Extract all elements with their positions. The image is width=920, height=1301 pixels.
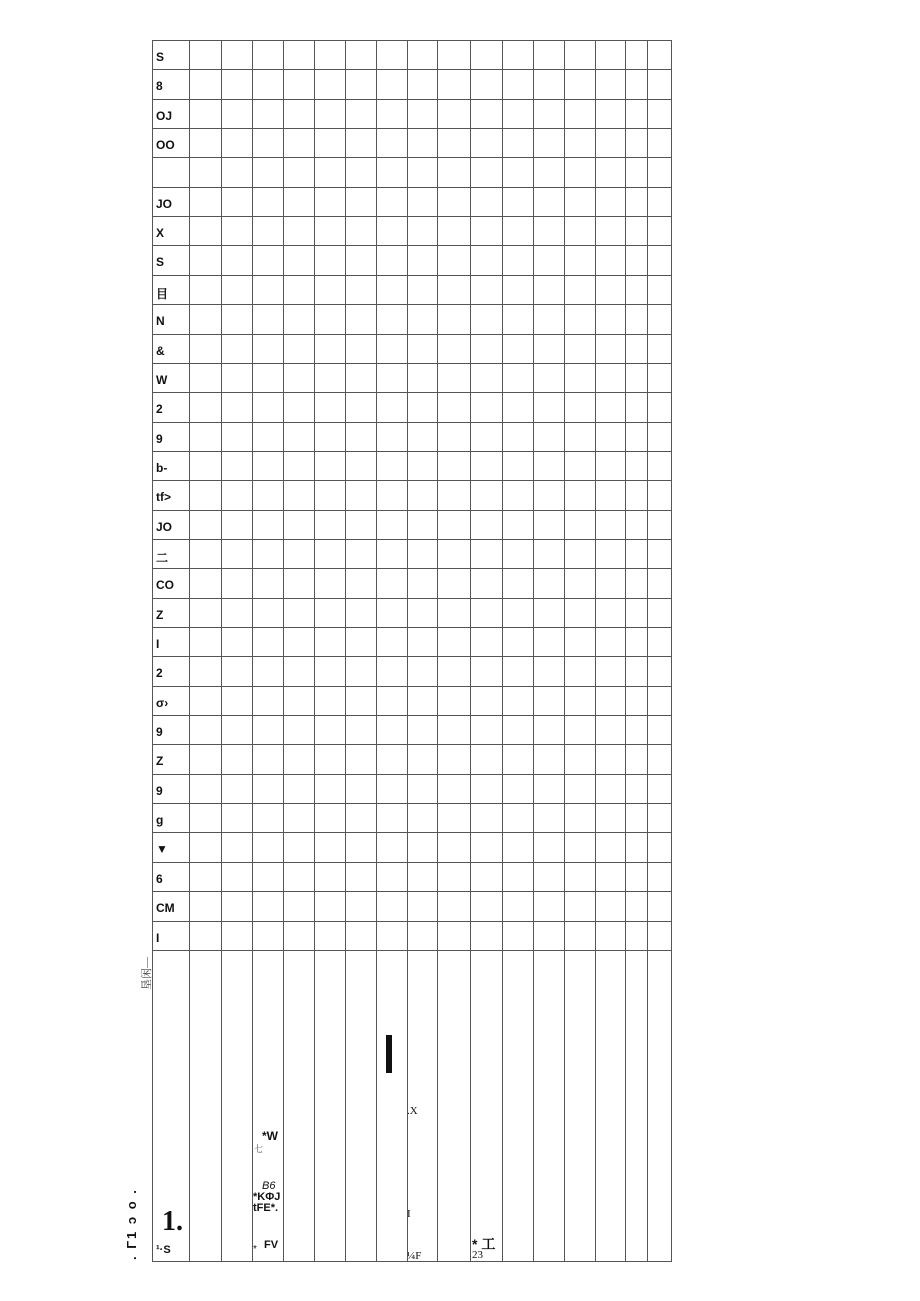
row-divider	[152, 539, 672, 540]
side-note-bottom: . Γ1 ɔ o .	[124, 1188, 139, 1260]
column-divider	[252, 40, 253, 1262]
row-label: 2	[156, 666, 163, 681]
row-label: OO	[156, 138, 175, 153]
col4-prefix-1: 七	[254, 1144, 264, 1154]
row-divider	[152, 363, 672, 364]
column-divider	[625, 40, 626, 1262]
row-label: N	[156, 314, 165, 329]
row-divider	[152, 422, 672, 423]
column-divider	[189, 40, 190, 1262]
column-divider	[437, 40, 438, 1262]
row-label: I	[156, 930, 160, 945]
column-divider	[345, 40, 346, 1262]
row-divider	[152, 774, 672, 775]
row-label: Z	[156, 754, 164, 769]
row-label: JO	[156, 519, 173, 534]
row-divider	[152, 40, 672, 41]
side-note-top: 垦闲—	[141, 957, 153, 990]
row-label: I	[156, 637, 160, 651]
right-text-2: 23	[472, 1249, 483, 1261]
row-divider	[152, 275, 672, 276]
col4-text-4: tFE*.	[253, 1202, 279, 1214]
row-label: OJ	[156, 108, 173, 123]
col4-text-3: *KΦJ	[253, 1191, 281, 1203]
row-label: 6	[156, 871, 163, 886]
mid-i-text: I	[407, 1208, 411, 1220]
row-label: S	[156, 50, 165, 64]
row-label: g	[156, 813, 164, 828]
column-divider	[647, 40, 648, 1262]
column-divider	[595, 40, 596, 1262]
column-divider	[376, 40, 377, 1262]
column-divider	[221, 40, 222, 1262]
row-divider	[152, 744, 672, 745]
row-divider	[152, 686, 672, 687]
right-text-1: * 工	[472, 1236, 496, 1252]
row-divider	[152, 187, 672, 188]
col1-small-text: ¹·S	[156, 1244, 171, 1256]
row-divider	[152, 245, 672, 246]
row-label: 8	[156, 79, 163, 94]
mid-quarter-text: ¼F	[407, 1250, 422, 1262]
row-divider	[152, 451, 672, 452]
column-divider	[671, 40, 672, 1262]
col4-prefix-5: *	[253, 1244, 257, 1255]
row-divider	[152, 99, 672, 100]
row-label: 目	[156, 286, 169, 301]
row-label: ▼	[156, 842, 168, 857]
row-label: 9	[156, 431, 163, 446]
row-divider	[152, 832, 672, 833]
col4-text-5: FV	[264, 1239, 279, 1251]
row-label: JO	[156, 196, 173, 211]
row-divider	[152, 216, 672, 217]
row-divider	[152, 157, 672, 158]
row-divider	[152, 334, 672, 335]
row-divider	[152, 921, 672, 922]
row-label: Z	[156, 607, 164, 622]
row-label: σ›	[156, 695, 169, 710]
row-divider	[152, 862, 672, 863]
row-divider	[152, 891, 672, 892]
row-label: 9	[156, 725, 163, 740]
column-divider	[470, 40, 471, 1262]
column-divider	[502, 40, 503, 1262]
column-divider	[533, 40, 534, 1262]
row-label: CM	[156, 901, 175, 916]
row-divider	[152, 715, 672, 716]
row-divider	[152, 510, 672, 511]
big-number: 1.	[162, 1206, 183, 1237]
mid-x-text: .X	[407, 1105, 418, 1117]
column-divider	[407, 40, 408, 1262]
col4-text-2: B6	[262, 1180, 276, 1192]
row-label: b-	[156, 460, 168, 475]
row-divider	[152, 480, 672, 481]
row-label: &	[156, 343, 165, 358]
column-divider	[314, 40, 315, 1262]
row-divider	[152, 627, 672, 628]
row-label: 9	[156, 783, 163, 798]
vertical-bar-mark	[386, 1035, 392, 1073]
column-divider	[564, 40, 565, 1262]
row-divider	[152, 656, 672, 657]
row-divider	[152, 128, 672, 129]
column-divider	[152, 40, 153, 1262]
row-divider	[152, 392, 672, 393]
row-divider	[152, 304, 672, 305]
row-label: 2	[156, 402, 163, 417]
row-divider	[152, 598, 672, 599]
row-label: tf>	[156, 490, 171, 505]
row-divider	[152, 568, 672, 569]
row-divider	[152, 950, 672, 951]
row-label: CO	[156, 578, 174, 593]
row-label: W	[156, 372, 168, 387]
row-label: S	[156, 255, 165, 270]
row-divider	[152, 69, 672, 70]
column-divider	[283, 40, 284, 1262]
row-label: X	[156, 226, 165, 241]
col4-text-1: *W	[262, 1129, 278, 1143]
row-divider	[152, 803, 672, 804]
row-label: 二	[156, 550, 169, 565]
